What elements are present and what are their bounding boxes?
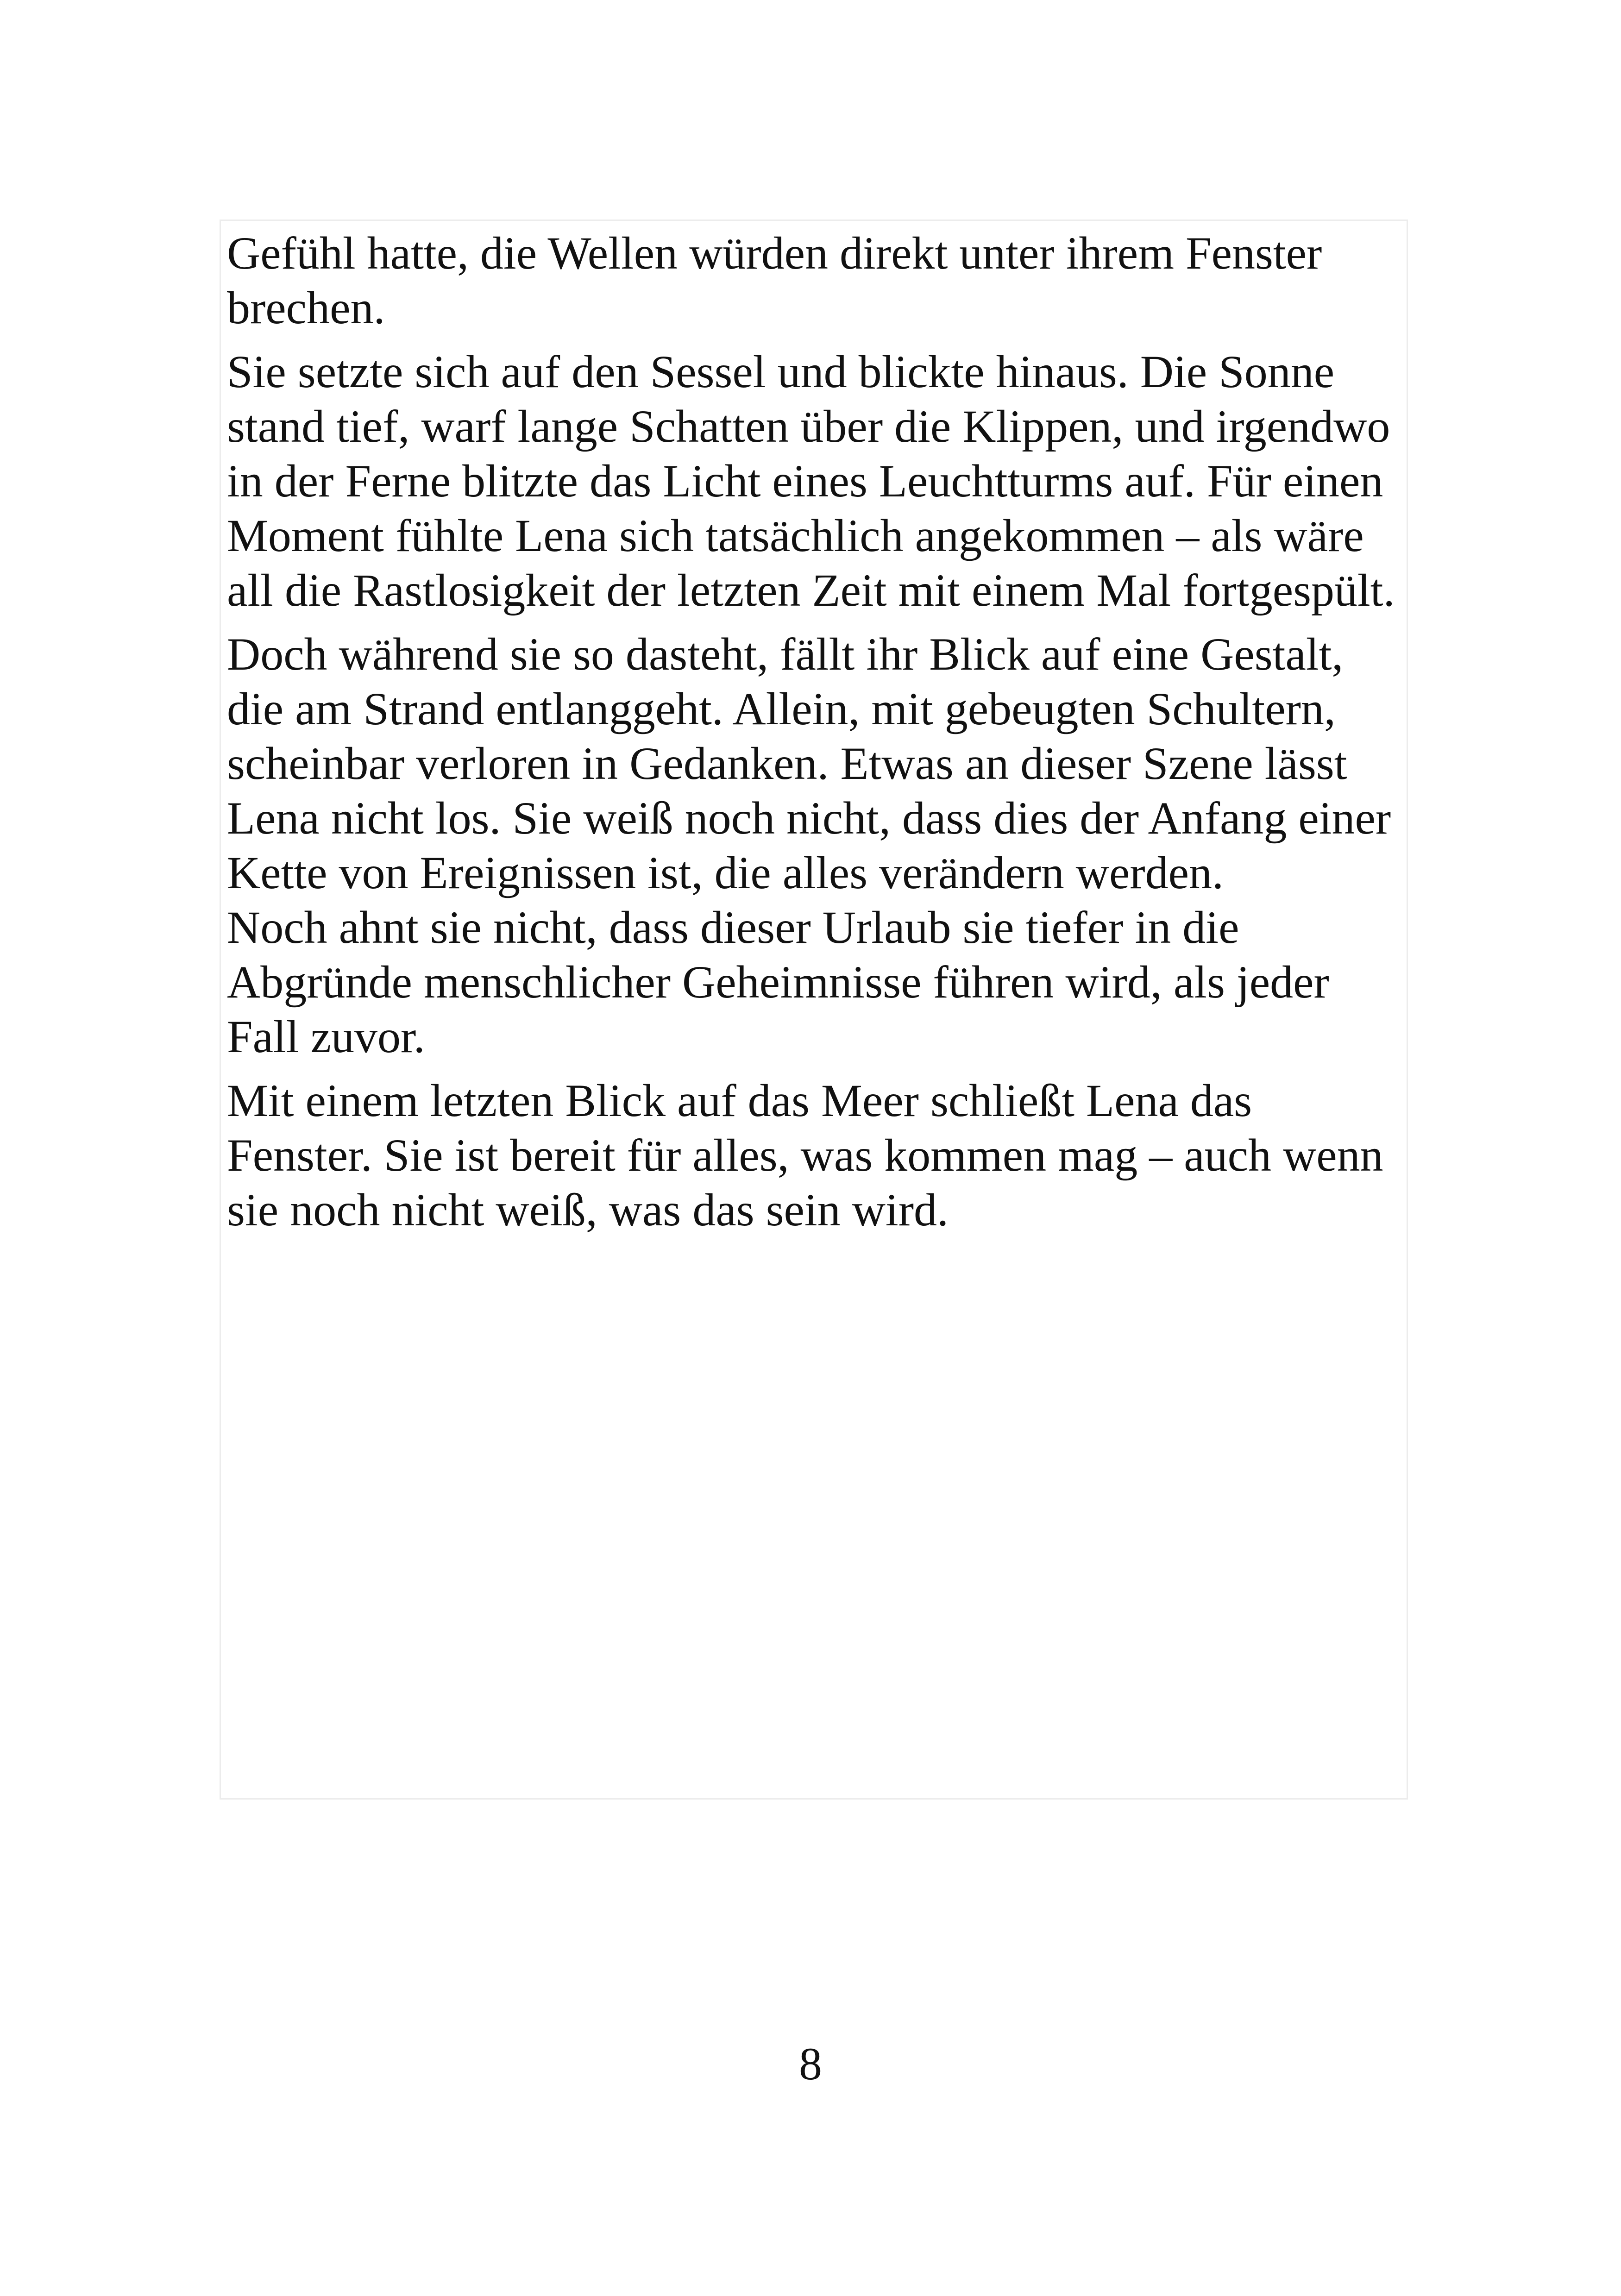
text-line: Doch während sie so dasteht, fällt ihr Blick auf eine Gestalt, — [227, 628, 1344, 680]
text-line: Abgründe menschlicher Geheimnisse führen wird, als jeder — [227, 956, 1329, 1008]
text-line: brechen. — [227, 282, 385, 333]
page-number: 8 — [799, 2038, 822, 2089]
text-line: Lena nicht los. Sie weiß noch nicht, dass dies der Anfang einer — [227, 792, 1391, 844]
text-line: sie noch nicht weiß, was das sein wird. — [227, 1184, 949, 1236]
paragraph — [227, 345, 1413, 618]
paragraph — [227, 627, 1413, 1064]
text-line: Fall zuvor. — [227, 1011, 425, 1062]
text-line: all die Rastlosigkeit der letzten Zeit mit einem Mal fortgespült. — [227, 565, 1395, 616]
text-line: Fenster. Sie ist bereit für alles, was kommen mag – auch wenn — [227, 1129, 1383, 1181]
text-line: in der Ferne blitzte das Licht eines Leuchtturms auf. Für einen — [227, 455, 1383, 507]
text-body — [227, 226, 1413, 1247]
text-line: Noch ahnt sie nicht, dass dieser Urlaub sie tiefer in die — [227, 902, 1239, 953]
text-line: Moment fühlte Lena sich tatsächlich angekommen – als wäre — [227, 510, 1364, 561]
text-line: Mit einem letzten Blick auf das Meer schließt Lena das — [227, 1075, 1252, 1126]
text-line: Kette von Ereignissen ist, die alles verändern werden. — [227, 847, 1224, 898]
text-line: stand tief, warf lange Schatten über die Klippen, und irgendwo — [227, 401, 1390, 452]
text-line: die am Strand entlanggeht. Allein, mit gebeugten Schultern, — [227, 683, 1336, 734]
text-line: Sie setzte sich auf den Sessel und blickte hinaus. Die Sonne — [227, 346, 1335, 397]
paragraph — [227, 1073, 1413, 1237]
text-line: scheinbar verloren in Gedanken. Etwas an dieser Szene lässt — [227, 738, 1347, 789]
paragraph — [227, 226, 1413, 335]
text-line: Gefühl hatte, die Wellen würden direkt unter ihrem Fenster — [227, 227, 1322, 279]
